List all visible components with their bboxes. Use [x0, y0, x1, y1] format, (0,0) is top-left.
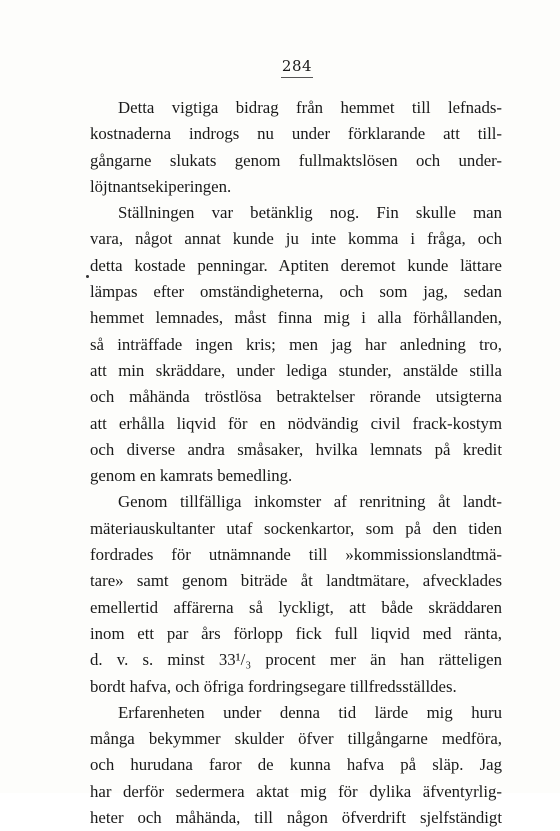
text-line: och hurudana faror de kunna hafva på släp. Jag [90, 755, 502, 775]
text-line: många bekymmer skulder öfver tillgångarne medföra, [90, 729, 502, 749]
text-line: kostnaderna indrogs nu under förklarande att till- [90, 124, 502, 144]
text-line: har derför sedermera aktat mig för dylika äfventyrlig- [90, 781, 502, 801]
text-line: Erfarenheten under denna tid lärde mig huru [118, 702, 502, 722]
text-line: d. v. s. minst 33¹/₃ procent mer än han rätteligen [90, 650, 502, 670]
text-line: och måhända tröstlösa betraktelser rörande utsigterna [90, 387, 502, 407]
text-line: heter och måhända, till någon öfverdrift sjelfständigt [90, 808, 502, 828]
page-number-rule [281, 77, 313, 78]
text-line: mäteriauskultanter utaf sockenkartor, som på den tiden [90, 518, 502, 538]
text-line: inom ett par års förlopp fick full liqvid med ränta, [90, 623, 502, 643]
print-speck [86, 275, 89, 278]
text-line: vara, något annat kunde ju inte komma i fråga, och [90, 229, 502, 249]
text-line: lämpas efter omständigheterna, och som jag, sedan [90, 282, 502, 302]
text-line: så inträffade ingen kris; men jag har anledning tro, [90, 334, 502, 354]
text-line: gångarne slukats genom fullmaktslösen och under- [90, 150, 502, 170]
text-line: emellertid affärerna så lyckligt, att både skräddaren [90, 597, 502, 617]
text-line: hemmet lemnades, måst finna mig i alla förhållanden, [90, 308, 502, 328]
text-line: Genom tillfälliga inkomster af renritning åt landt- [118, 492, 502, 512]
text-line: att erhålla liqvid för en nödvändig civil frack-kostym [90, 413, 502, 433]
page-number: 284 [281, 57, 313, 75]
body-text [90, 95, 502, 831]
text-line: Ställningen var betänklig nog. Fin skulle man [118, 203, 502, 223]
text-line: att min skräddare, under lediga stunder, anstälde stilla [90, 360, 502, 380]
text-line: tare» samt genom biträde åt landtmätare, afvecklades [90, 571, 502, 591]
text-line: och diverse andra småsaker, hvilka lemnats på kredit [90, 439, 502, 459]
text-line: detta kostade penningar. Aptiten deremot kunde lättare [90, 255, 502, 275]
text-line: bordt hafva, och öfriga fordringsegare tillfredsställdes. [90, 676, 457, 696]
text-line: genom en kamrats bemedling. [90, 466, 293, 486]
text-line: löjtnantsekiperingen. [90, 176, 232, 196]
text-line: Detta vigtiga bidrag från hemmet till lefnads- [118, 98, 502, 117]
text-line: fordrades för utnämnande till »kommissionslandtmä- [90, 545, 502, 565]
